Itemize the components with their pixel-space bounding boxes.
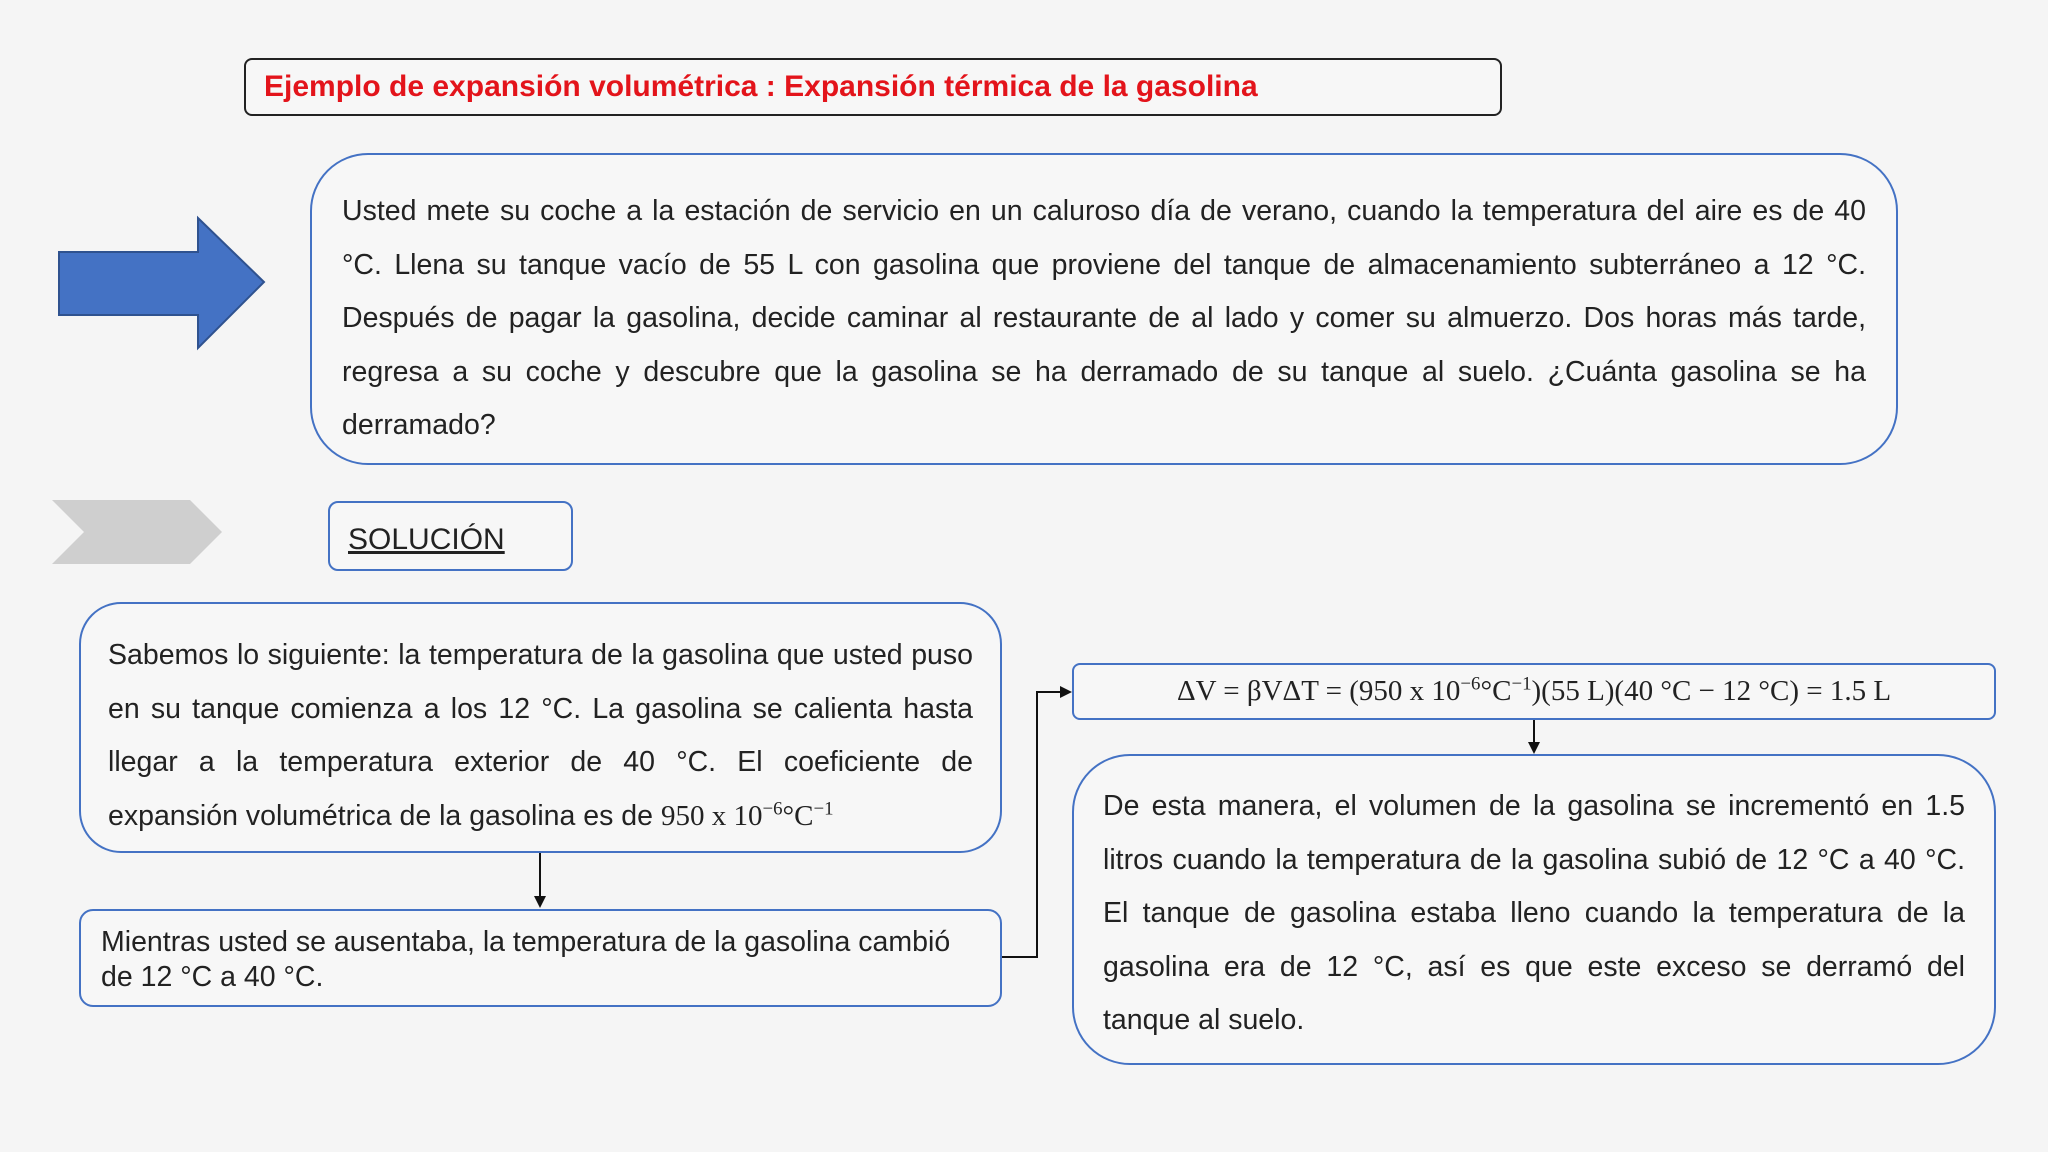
problem-box [310,153,1898,465]
temperature-change-text: Mientras usted se ausentaba, la temperatura de la gasolina cambió de 12 °C a 40 °C. [101,926,951,993]
right-arrow-icon [59,218,264,348]
page-title: Ejemplo de expansión volumétrica : Expansión térmica de la gasolina [264,70,1258,103]
result-box [1072,754,1996,1065]
arrowhead-down-icon [1528,742,1540,754]
problem-text: Usted mete su coche a la estación de servicio en un caluroso día de verano, cuando la temperatura del aire es de 40 °C. Llena su tanque vacío de 55 L con gasolina que proviene del tanque de almacenamiento subterráneo a 12 °C. Después de pagar la gasolina, decide caminar al restaurante de al lado y comer su almuerzo. Dos horas más tarde, regresa a su coche y descubre que la gasolina se ha derramado de su tanque al suelo. ¿Cuánta gasolina se ha derramado? [342,195,1866,441]
temperature-change-box [79,909,1002,1007]
solution-label-box [328,501,573,571]
coefficient-formula: 950 x $10^{-6}^\circ C^{-1}$ [660,797,834,832]
arrowhead-right-icon [1060,686,1072,698]
result-text: De esta manera, el volumen de la gasolina se incrementó en 1.5 litros cuando la temperatura de la gasolina subió de 12 °C a 40 °C. El tanque de gasolina estaba lleno cuando la temperatura de la gasolina era de 12 °C, así es que este exceso se derramó del tanque al suelo. [1103,790,1965,1036]
equation-box [1072,663,1996,720]
chevron-icon [52,500,222,564]
solution-label: SOLUCIÓN [348,523,505,556]
known-facts-sentence: Sabemos lo siguiente: la temperatura de la gasolina que usted puso en su tanque comienza a los 12 °C. La gasolina se calienta hasta llegar a la temperatura exterior de 40 °C. El coeficiente de expansión volumétrica de la gasolina es de [108,639,973,832]
equation-formula: ΔV = βVΔT = (950 x $10^{-6}^\circ C^{-1})(55$ L)(40 °C − 12 °C) = 1.5 L [1176,673,1892,707]
connector-while-to-eq [1002,692,1062,957]
arrowhead-down-icon [534,896,546,908]
known-facts-text [108,629,973,843]
known-facts-box [79,602,1002,853]
